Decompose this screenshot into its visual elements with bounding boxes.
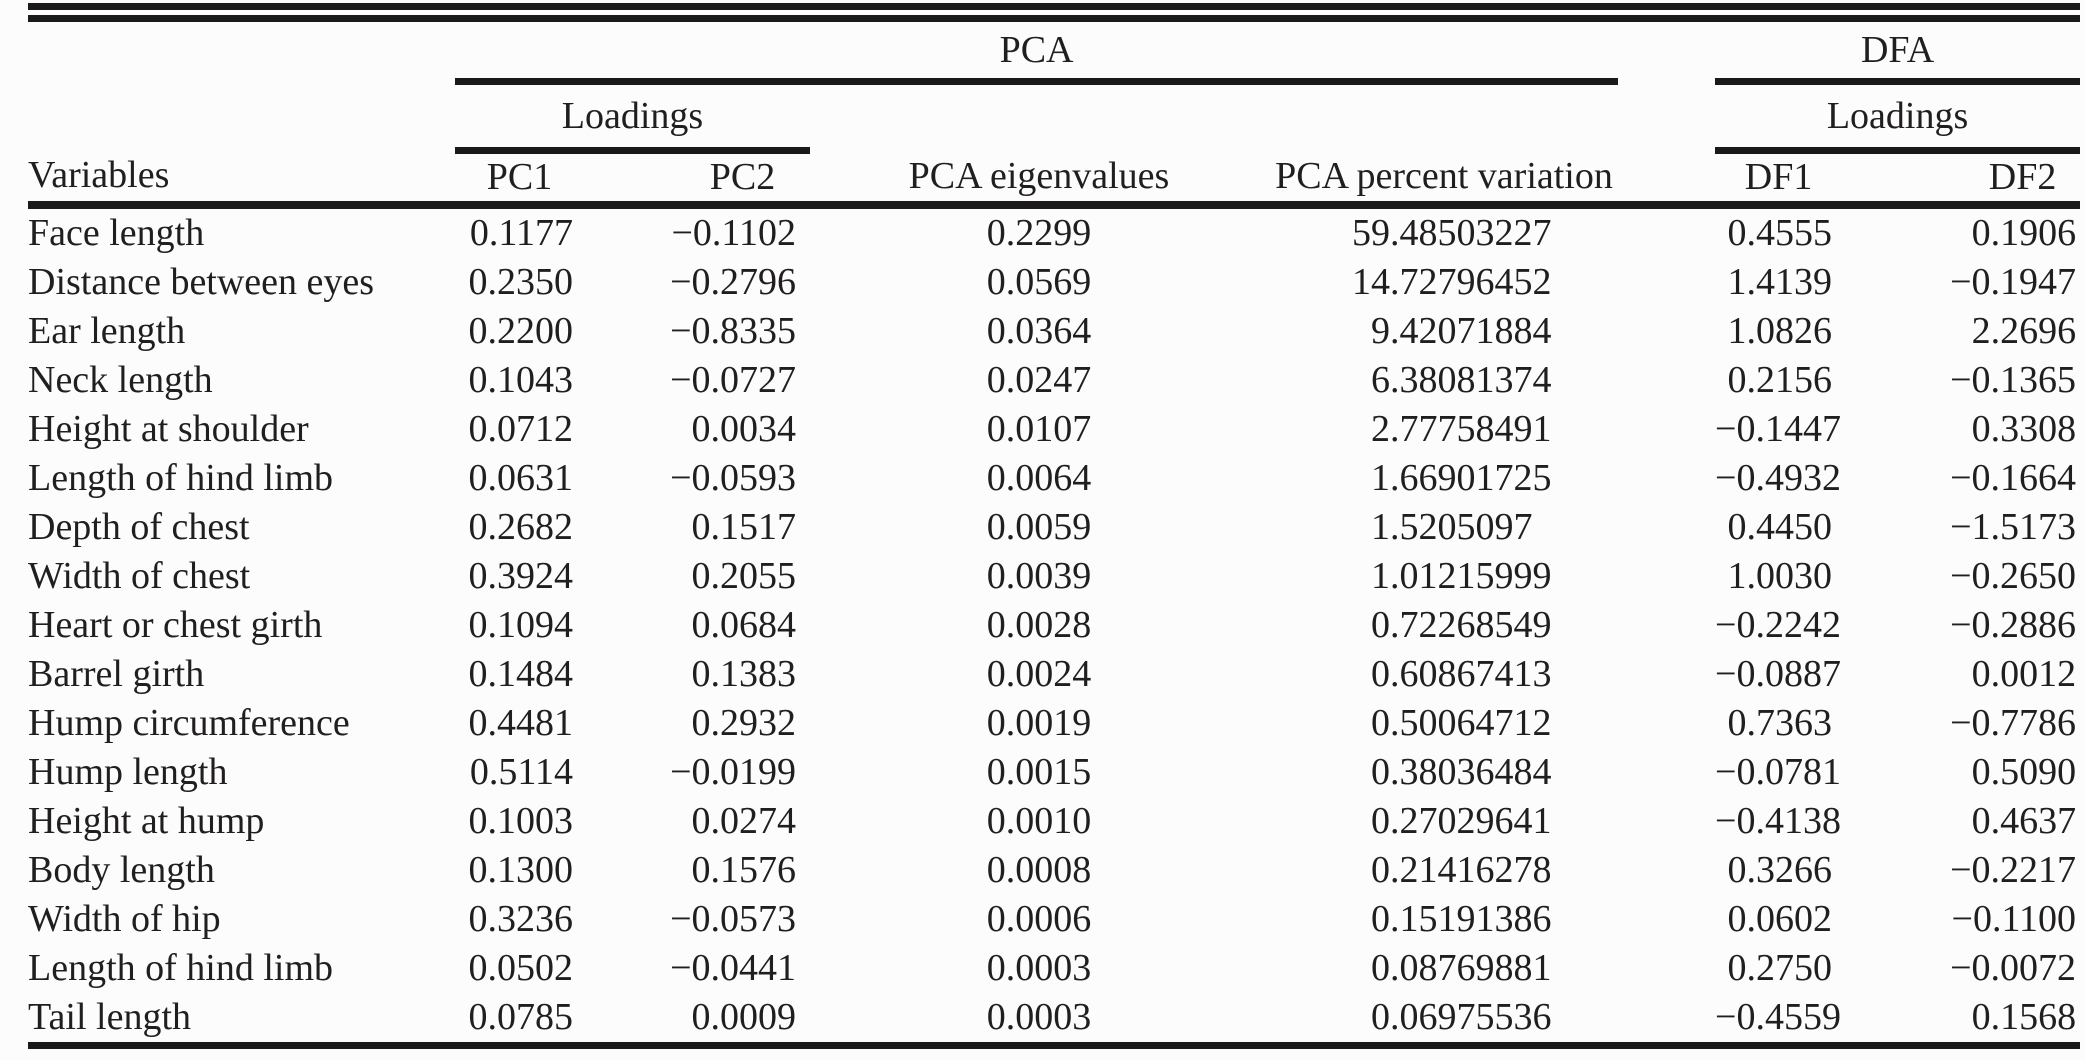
gap-cell <box>1618 22 1715 82</box>
fraction-part: .72796452 <box>1390 261 1552 303</box>
eigenvalue-cell: 0.0039 <box>986 555 1092 597</box>
eigenvalue-cell: 0.0107 <box>986 408 1092 450</box>
pc2-cell: −0.1102 <box>671 212 796 254</box>
variable-cell: Width of chest <box>28 555 251 597</box>
pc1-cell: 0.3236 <box>468 898 573 940</box>
table-row <box>28 699 2080 748</box>
integer-part: 0 <box>1371 849 1390 891</box>
df1-cell: 1.0826 <box>1727 310 1833 352</box>
eigenvalue-cell: 0.2299 <box>986 212 1092 254</box>
fraction-part: .60867413 <box>1390 653 1552 695</box>
df1-cell: 0.4450 <box>1727 506 1833 548</box>
column-header-pc2: PC2 <box>590 151 810 205</box>
pc1-cell: 0.1003 <box>468 800 573 842</box>
percent-variation-cell <box>1190 552 1618 601</box>
gap-cell <box>1618 797 1715 846</box>
pc1-cell: 0.1484 <box>468 653 573 695</box>
df2-cell: −0.1664 <box>1950 457 2077 499</box>
table-row <box>28 748 2080 797</box>
fraction-part: .72268549 <box>1390 604 1552 646</box>
pc2-cell: −0.0727 <box>670 359 796 401</box>
integer-part: 1 <box>1371 457 1390 499</box>
df2-cell: −0.2886 <box>1950 604 2077 646</box>
eigenvalue-cell: 0.0024 <box>986 653 1092 695</box>
gap-cell <box>1618 601 1715 650</box>
fraction-part: .27029641 <box>1390 800 1552 842</box>
percent-variation-cell <box>1190 895 1618 944</box>
eigenvalue-cell: 0.0003 <box>986 947 1092 989</box>
eigenvalue-cell: 0.0003 <box>986 996 1092 1038</box>
table-row <box>28 454 2080 503</box>
gap-cell <box>1618 205 1715 258</box>
empty-cell <box>28 22 455 82</box>
pc2-cell: −0.0441 <box>670 947 796 989</box>
pc2-cell: 0.2055 <box>691 555 796 597</box>
group-header-pca: PCA <box>455 22 1618 82</box>
data-table <box>28 22 2080 1042</box>
integer-part: 0 <box>1371 898 1390 940</box>
integer-part: 14 <box>1352 261 1390 303</box>
column-header-variables: Variables <box>28 151 455 205</box>
integer-part: 0 <box>1371 653 1390 695</box>
variable-cell: Length of hind limb <box>28 947 334 989</box>
df1-cell: 0.0602 <box>1727 898 1833 940</box>
fraction-part: .66901725 <box>1390 457 1552 499</box>
gap-cell <box>1618 846 1715 895</box>
pc2-cell: −0.2796 <box>670 261 796 303</box>
variable-cell: Heart or chest girth <box>28 604 323 646</box>
percent-variation-cell <box>1190 601 1618 650</box>
percent-variation-cell <box>1190 205 1618 258</box>
df1-cell: 0.2750 <box>1727 947 1833 989</box>
pc1-cell: 0.2200 <box>468 310 573 352</box>
column-header-percent-variation: PCA percent variation <box>1190 151 1618 205</box>
gap-cell <box>1618 454 1715 503</box>
variable-cell: Face length <box>28 212 205 254</box>
eigenvalue-cell: 0.0006 <box>986 898 1092 940</box>
df1-cell: −0.4932 <box>1715 457 1841 499</box>
fraction-part: .01215999 <box>1390 555 1552 597</box>
df2-cell: 0.5090 <box>1971 751 2077 793</box>
gap-cell <box>1618 944 1715 993</box>
df1-cell: −0.4138 <box>1715 800 1841 842</box>
fraction-part: .77758491 <box>1390 408 1552 450</box>
df2-cell: −0.2650 <box>1950 555 2077 597</box>
eigenvalue-cell: 0.0064 <box>986 457 1092 499</box>
gap-cell <box>1618 82 1715 151</box>
table-row <box>28 650 2080 699</box>
top-rule-outer <box>28 3 2080 10</box>
fraction-part: .21416278 <box>1390 849 1552 891</box>
subgroup-header-dfa-loadings: Loadings <box>1715 82 2080 151</box>
variable-cell: Height at hump <box>28 800 265 842</box>
gap-cell <box>1618 993 1715 1042</box>
integer-part: 6 <box>1371 359 1390 401</box>
pc2-cell: 0.1576 <box>691 849 796 891</box>
gap-cell <box>1618 552 1715 601</box>
table-row <box>28 601 2080 650</box>
pc2-cell: 0.0009 <box>691 996 796 1038</box>
integer-part: 0 <box>1371 800 1390 842</box>
column-header-eigenvalues: PCA eigenvalues <box>810 151 1190 205</box>
percent-variation-cell <box>1190 748 1618 797</box>
df2-cell: −0.1947 <box>1950 261 2077 303</box>
pc2-cell: 0.0274 <box>691 800 796 842</box>
df2-cell: 0.1568 <box>1971 996 2077 1038</box>
table-body <box>28 205 2080 1042</box>
variable-cell: Distance between eyes <box>28 261 375 303</box>
percent-variation-cell <box>1190 454 1618 503</box>
gap-cell <box>1618 699 1715 748</box>
column-header-row <box>28 151 2080 205</box>
subgroup-header-pca-loadings: Loadings <box>455 82 810 151</box>
eigenvalue-cell: 0.0028 <box>986 604 1092 646</box>
pc1-cell: 0.5114 <box>469 751 573 793</box>
percent-variation-cell <box>1190 993 1618 1042</box>
percent-variation-cell <box>1190 307 1618 356</box>
variable-cell: Hump circumference <box>28 702 350 744</box>
pc1-cell: 0.0712 <box>468 408 573 450</box>
df2-cell: 0.4637 <box>1971 800 2077 842</box>
df1-cell: 0.4555 <box>1727 212 1833 254</box>
pc1-cell: 0.1300 <box>468 849 573 891</box>
pc1-cell: 0.3924 <box>468 555 573 597</box>
integer-part: 2 <box>1371 408 1390 450</box>
eigenvalue-cell: 0.0364 <box>986 310 1092 352</box>
eigenvalue-cell: 0.0015 <box>986 751 1092 793</box>
column-header-df1: DF1 <box>1715 151 1845 205</box>
pc1-cell: 0.1094 <box>468 604 573 646</box>
df1-cell: 1.4139 <box>1727 261 1833 303</box>
pc2-cell: 0.1517 <box>691 506 796 548</box>
gap-cell <box>1618 650 1715 699</box>
percent-variation-cell <box>1190 650 1618 699</box>
integer-part: 0 <box>1371 947 1390 989</box>
df1-cell: −0.2242 <box>1715 604 1841 646</box>
integer-part: 0 <box>1371 604 1390 646</box>
empty-cell <box>1190 82 1618 151</box>
df2-cell: −1.5173 <box>1950 506 2077 548</box>
variable-cell: Width of hip <box>28 898 221 940</box>
df2-cell: 0.3308 <box>1971 408 2077 450</box>
pc1-cell: 0.2682 <box>468 506 573 548</box>
pc1-cell: 0.1177 <box>469 212 573 254</box>
variable-cell: Neck length <box>28 359 213 401</box>
gap-cell <box>1618 748 1715 797</box>
empty-cell <box>810 82 1190 151</box>
eigenvalue-cell: 0.0059 <box>986 506 1092 548</box>
bottom-rule <box>28 1042 2080 1049</box>
percent-variation-cell <box>1190 699 1618 748</box>
top-rule-inner <box>28 15 2080 22</box>
fraction-part: .38081374 <box>1390 359 1552 401</box>
df2-cell: −0.1100 <box>1951 898 2077 940</box>
eigenvalue-cell: 0.0569 <box>986 261 1092 303</box>
pc2-cell: 0.0034 <box>691 408 796 450</box>
eigenvalue-cell: 0.0008 <box>986 849 1092 891</box>
pc1-cell: 0.4481 <box>468 702 573 744</box>
df1-cell: −0.1447 <box>1715 408 1841 450</box>
df2-cell: 2.2696 <box>1971 310 2077 352</box>
df2-cell: −0.7786 <box>1950 702 2077 744</box>
fraction-part: .5205097 <box>1390 506 1533 548</box>
integer-part: 0 <box>1371 751 1390 793</box>
pc1-cell: 0.0785 <box>468 996 573 1038</box>
table-row <box>28 405 2080 454</box>
table-row <box>28 205 2080 258</box>
gap-cell <box>1618 151 1715 205</box>
gap-cell <box>1618 356 1715 405</box>
table-header <box>28 22 2080 205</box>
pc2-cell: 0.1383 <box>691 653 796 695</box>
percent-variation-cell <box>1190 356 1618 405</box>
pc2-cell: −0.0199 <box>670 751 796 793</box>
df1-cell: −0.0887 <box>1715 653 1841 695</box>
pc1-cell: 0.0631 <box>468 457 573 499</box>
fraction-part: .15191386 <box>1390 898 1552 940</box>
variable-cell: Hump length <box>28 751 228 793</box>
fraction-part: .50064712 <box>1390 702 1552 744</box>
integer-part: 1 <box>1371 506 1390 548</box>
gap-cell <box>1618 405 1715 454</box>
pc2-cell: 0.2932 <box>691 702 796 744</box>
gap-cell <box>1618 307 1715 356</box>
column-header-df2: DF2 <box>1845 151 2080 205</box>
pc1-cell: 0.1043 <box>468 359 573 401</box>
gap-cell <box>1618 895 1715 944</box>
integer-part: 9 <box>1371 310 1390 352</box>
table-row <box>28 258 2080 307</box>
percent-variation-cell <box>1190 944 1618 993</box>
df1-cell: −0.0781 <box>1715 751 1841 793</box>
table-row <box>28 944 2080 993</box>
df2-cell: −0.0072 <box>1950 947 2077 989</box>
eigenvalue-cell: 0.0019 <box>986 702 1092 744</box>
eigenvalue-cell: 0.0247 <box>986 359 1092 401</box>
percent-variation-cell <box>1190 503 1618 552</box>
gap-cell <box>1618 503 1715 552</box>
df1-cell: −0.4559 <box>1715 996 1841 1038</box>
percent-variation-cell <box>1190 846 1618 895</box>
table-row <box>28 307 2080 356</box>
df1-cell: 0.2156 <box>1727 359 1833 401</box>
empty-cell <box>28 82 455 151</box>
fraction-part: .08769881 <box>1390 947 1552 989</box>
integer-part: 0 <box>1371 702 1390 744</box>
df2-cell: −0.2217 <box>1950 849 2077 891</box>
variable-cell: Depth of chest <box>28 506 250 548</box>
pc2-cell: −0.8335 <box>670 310 796 352</box>
df2-cell: 0.0012 <box>1971 653 2077 695</box>
gap-cell <box>1618 258 1715 307</box>
variable-cell: Tail length <box>28 996 192 1038</box>
df1-cell: 0.3266 <box>1727 849 1833 891</box>
df2-cell: 0.1906 <box>1971 212 2077 254</box>
subgroup-header-row <box>28 82 2080 151</box>
group-header-row <box>28 22 2080 82</box>
table-row <box>28 846 2080 895</box>
variable-cell: Ear length <box>28 310 186 352</box>
percent-variation-cell <box>1190 405 1618 454</box>
eigenvalue-cell: 0.0010 <box>986 800 1092 842</box>
table-row <box>28 356 2080 405</box>
fraction-part: .48503227 <box>1390 212 1552 254</box>
table-row <box>28 993 2080 1042</box>
table-row <box>28 797 2080 846</box>
fraction-part: .42071884 <box>1390 310 1552 352</box>
integer-part: 1 <box>1371 555 1390 597</box>
pca-dfa-loadings-table <box>28 3 2080 1049</box>
df1-cell: 1.0030 <box>1727 555 1833 597</box>
df2-cell: −0.1365 <box>1950 359 2077 401</box>
pc2-cell: −0.0593 <box>670 457 796 499</box>
percent-variation-cell <box>1190 797 1618 846</box>
variable-cell: Body length <box>28 849 215 891</box>
pc1-cell: 0.0502 <box>468 947 573 989</box>
pc1-cell: 0.2350 <box>468 261 573 303</box>
table-row <box>28 895 2080 944</box>
variable-cell: Barrel girth <box>28 653 205 695</box>
table-row <box>28 552 2080 601</box>
fraction-part: .06975536 <box>1390 996 1552 1038</box>
integer-part: 59 <box>1352 212 1390 254</box>
variable-cell: Height at shoulder <box>28 408 309 450</box>
table-row <box>28 503 2080 552</box>
column-header-pc1: PC1 <box>455 151 590 205</box>
pc2-cell: 0.0684 <box>691 604 796 646</box>
fraction-part: .38036484 <box>1390 751 1552 793</box>
pc2-cell: −0.0573 <box>670 898 796 940</box>
percent-variation-cell <box>1190 258 1618 307</box>
group-header-dfa: DFA <box>1715 22 2080 82</box>
variable-cell: Length of hind limb <box>28 457 334 499</box>
integer-part: 0 <box>1371 996 1390 1038</box>
df1-cell: 0.7363 <box>1727 702 1833 744</box>
